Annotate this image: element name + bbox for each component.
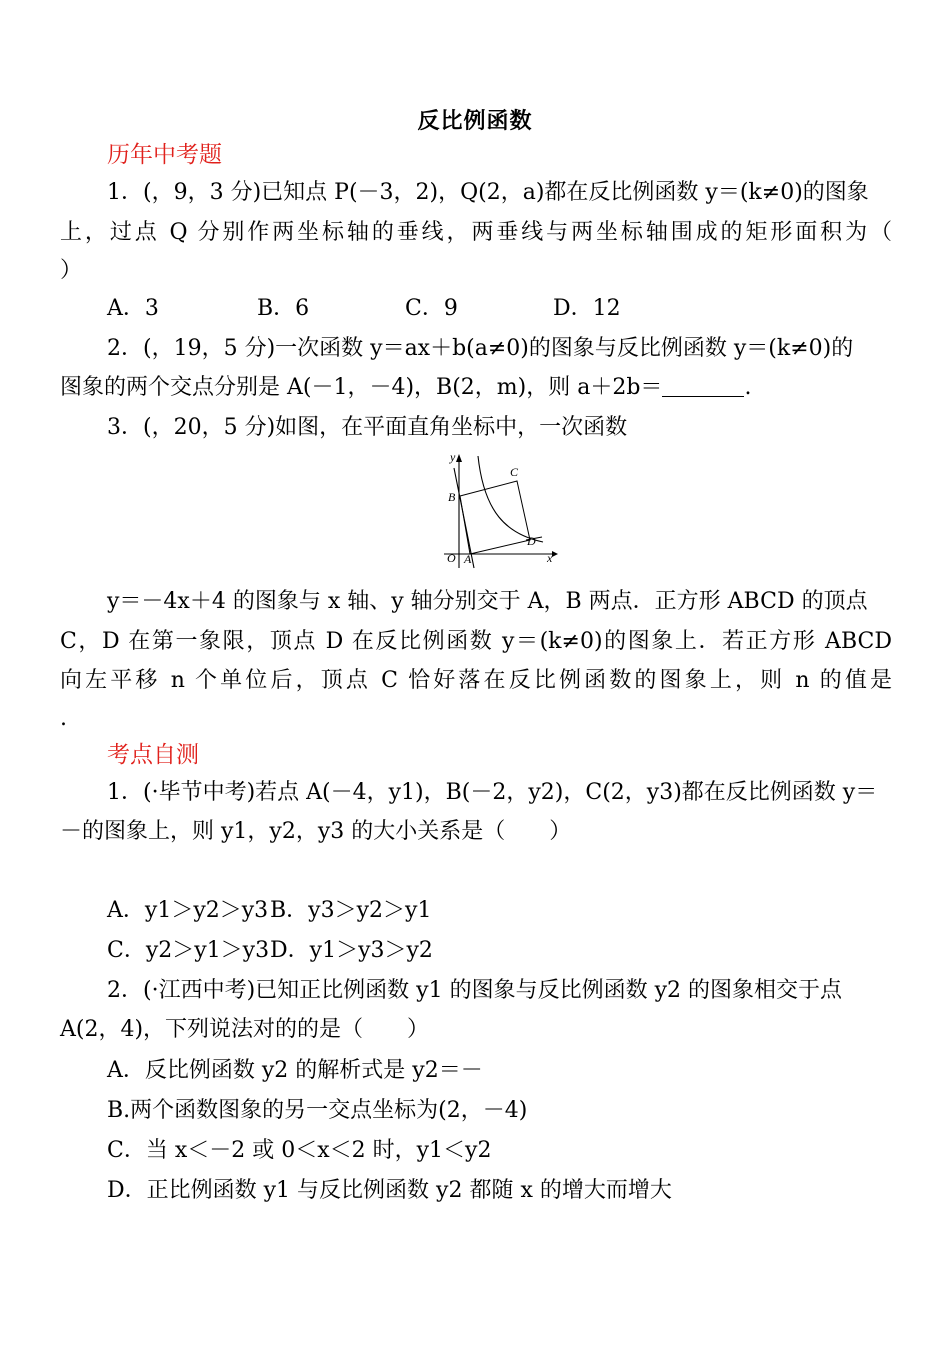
q1-line3: ）	[60, 258, 83, 283]
t1-option-d: D．y1＞y3＞y2	[270, 938, 433, 963]
t2-line1: 2．(·江西中考)已知正比例函数 y1 的图象与反比例函数 y2 的图象相交于点	[107, 978, 842, 1003]
q1-option-b: B．6	[257, 296, 310, 321]
t2-option-a: A．反比例函数 y2 的解析式是 y2＝－	[107, 1058, 483, 1083]
label-x: x	[547, 551, 553, 565]
label-b: B	[448, 490, 456, 504]
t1-line1: 1．(·毕节中考)若点 A(－4，y1)，B(－2，y2)，C(2，y3)都在反比例函数 y＝	[107, 780, 878, 805]
q2-line2-text: 图象的两个交点分别是 A(－1，－4)，B(2，m)，则 a＋2b＝	[60, 375, 663, 400]
t2-option-c: C．当 x＜－2 或 0＜x＜2 时，y1＜y2	[107, 1138, 492, 1163]
x-axis-arrow	[552, 551, 558, 557]
q2-line2-end: .	[744, 375, 752, 400]
section-heading-past-exams: 历年中考题	[107, 142, 222, 168]
t1-line2: －的图象上，则 y1，y2，y3 的大小关系是（ ）	[60, 819, 572, 844]
label-d: D	[527, 534, 536, 548]
q1-option-d: D．12	[553, 296, 621, 321]
q1-line1: 1．(，9，3 分)已知点 P(－3，2)，Q(2，a)都在反比例函数 y＝(k≠0)的图象	[107, 180, 869, 205]
t1-option-b: B．y3＞y2＞y1	[270, 898, 432, 923]
q2-line2	[60, 373, 751, 403]
square-abcd	[460, 481, 530, 554]
t1-option-a: A．y1＞y2＞y3	[107, 898, 269, 923]
t2-line2: A(2，4)，下列说法对的的是（ ）	[60, 1017, 430, 1042]
q1-line2: 上，过点 Q 分别作两坐标轴的垂线，两垂线与两坐标轴围成的矩形面积为（	[60, 220, 892, 245]
y-axis-arrow	[456, 454, 462, 462]
q3-line4: 向左平移 n 个单位后，顶点 C 恰好落在反比例函数的图象上，则 n 的值是	[60, 668, 892, 693]
label-o: O	[447, 551, 456, 565]
page-title: 反比例函数	[417, 109, 533, 134]
q1-option-a: A．3	[107, 296, 159, 321]
q3-figure	[438, 450, 563, 570]
section-heading-self-test: 考点自测	[107, 742, 199, 768]
label-y: y	[450, 450, 456, 464]
label-a: A	[464, 552, 472, 566]
label-c: C	[510, 465, 519, 479]
q1-option-c: C．9	[405, 296, 458, 321]
answer-blank	[662, 374, 744, 397]
t1-option-c: C．y2＞y1＞y3	[107, 938, 270, 963]
q3-line5: .	[60, 706, 67, 731]
t2-option-b: B.两个函数图象的另一交点坐标为(2，－4)	[107, 1098, 528, 1123]
q2-line1: 2．(，19，5 分)一次函数 y＝ax＋b(a≠0)的图象与反比例函数 y＝(k≠0)的	[107, 336, 854, 361]
q3-line3: C，D 在第一象限，顶点 D 在反比例函数 y＝(k≠0)的图象上．若正方形 ABCD	[60, 629, 892, 654]
t2-option-d: D．正比例函数 y1 与反比例函数 y2 都随 x 的增大而增大	[107, 1178, 672, 1203]
q3-line1: 3．(，20，5 分)如图，在平面直角坐标中，一次函数	[107, 415, 628, 440]
q3-line2: y＝－4x＋4 的图象与 x 轴、y 轴分别交于 A，B 两点．正方形 ABCD 的顶点	[107, 589, 868, 614]
